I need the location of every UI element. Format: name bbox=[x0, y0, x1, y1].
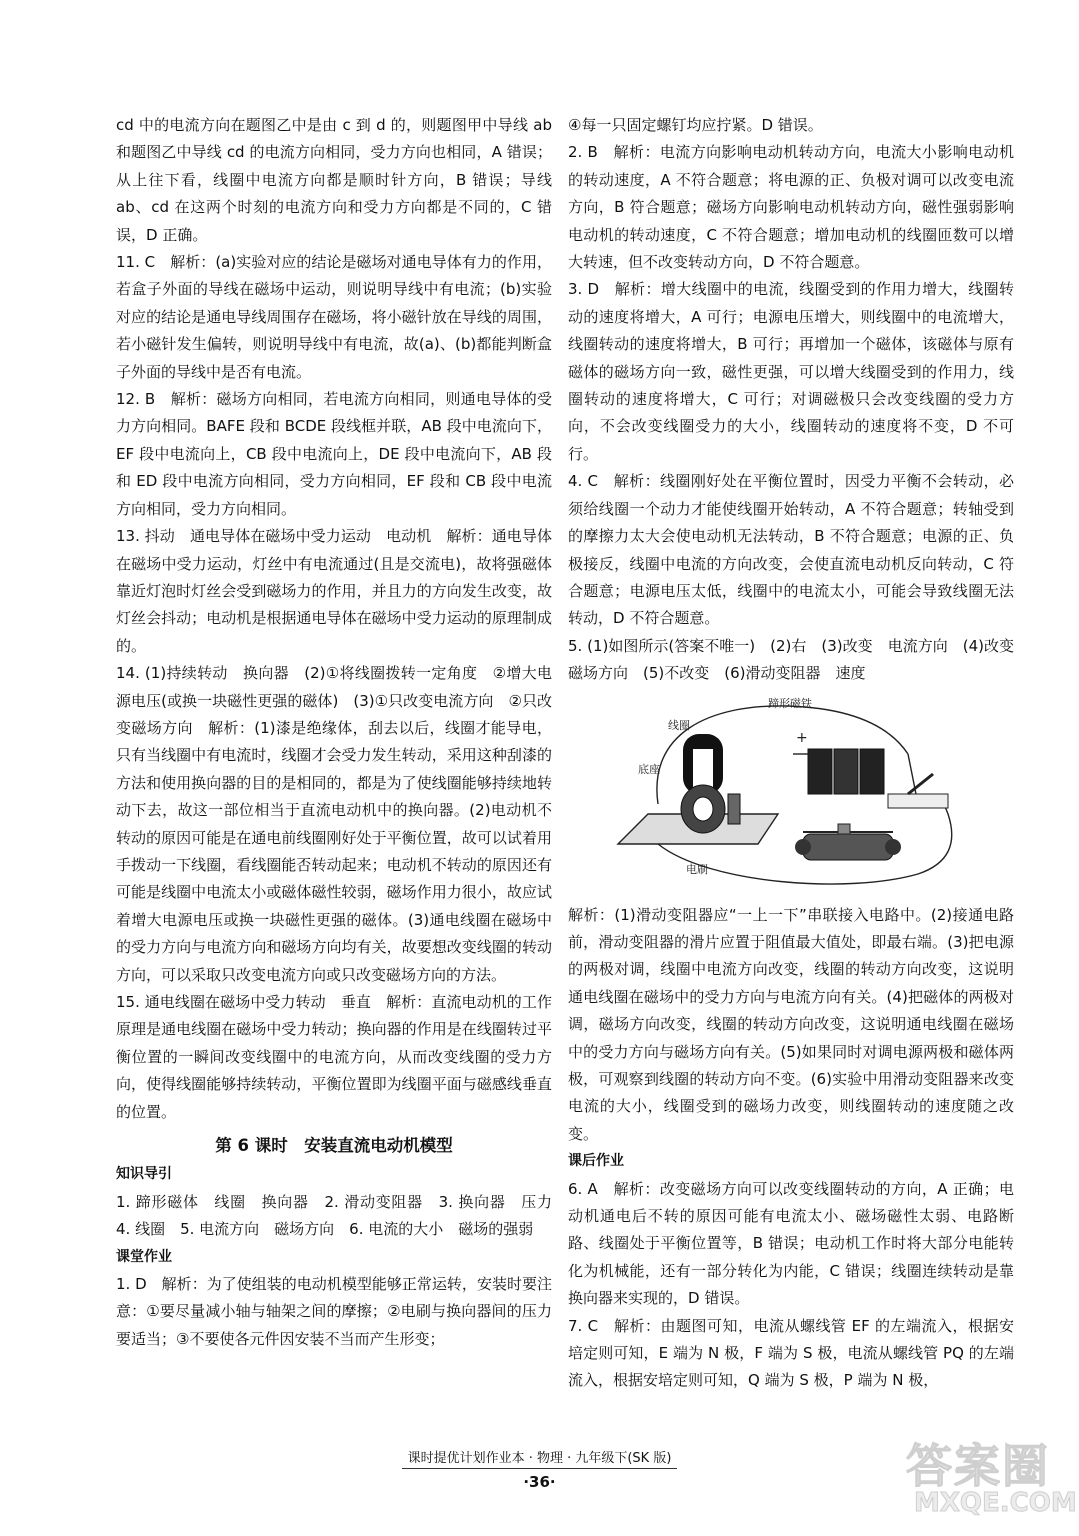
paragraph: 13. 抖动 通电导体在磁场中受力运动 电动机 解析：通电导体在磁场中受力运动，灯丝中有电流通过(且是交流电)，故将强磁体靠近灯泡时灯丝会受到磁场力的作用，并且力的方向发生改变，故灯丝会抖动；电动机是根据通电导体在磁场中受力运动的原理制成的。 bbox=[116, 527, 552, 655]
left-column bbox=[116, 112, 568, 1353]
classwork-heading: 课堂作业 bbox=[116, 1248, 172, 1265]
classwork-text: 1. D 解析：为了使组装的电动机模型能够正常运转，安装时要注意：①要尽量减小轴与轴架之间的摩擦；②电刷与换向器间的压力要适当；③不要使各元件因安装不当而产生形变； bbox=[116, 1275, 552, 1348]
paragraph: ④每一只固定螺钉均应拧紧。D 错误。 bbox=[568, 116, 823, 134]
paragraph: 14. (1)持续转动 换向器 (2)①将线圈拨转一定角度 ②增大电源电压(或换一块磁性更强的磁体) (3)①只改变电流方向 ②只改变磁场方向 解析：(1)漆是绝缘体，刮去以后，线圈才能导电，只有当线圈中有电流时，线圈才会受力发生转动，采用这种刮漆的方法和使用换向器的目的是相同的，都是为了使线圈能够持续地转动下去，故这一部位相当于直流电动机中的换向器。(2)电动机不转动的原因可能是在通电前线圈刚好处于平衡位置，故可以试着用手拨动一下线圈，看线圈能否转动起来；电动机不转动的原因还有可能是线圈中电流太小或磁体磁性较弱，磁场作用力很小，故应试着增大电源电压或换一块磁性更强的磁体。(3)通电线圈在磁场中的受力方向与电流方向和磁场方向均有关，故要想改变线圈的转动方向，可以采取只改变电流方向或只改变磁场方向的方法。 bbox=[116, 664, 552, 984]
paragraph: 7. C 解析：由题图可知，电流从螺线管 EF 的左端流入，根据安培定则可知，E 端为 N 极，F 端为 S 极，电流从螺线管 PQ 的左端流入，根据安培定则可知，Q 端为 S 极，P 端为 N 极， bbox=[568, 1316, 1014, 1390]
section-title: 第 6 课时 安装直流电动机模型 bbox=[215, 1136, 453, 1156]
motor-circuit-figure bbox=[568, 694, 1014, 894]
paragraph: 5. (1)如图所示(答案不唯一) (2)右 (3)改变 电流方向 (4)改变 磁场方向 (5)不改变 (6)滑动变阻器 速度 bbox=[568, 636, 1030, 683]
paragraph: 4. C 解析：线圈刚好处在平衡位置时，因受力平衡不会转动，必须给线圈一个动力才能使线圈开始转动，A 不符合题意；转轴受到的摩擦力太大会使电动机无法转动，B 不符合题意；电源的正、负极接反，线圈中电流的方向改变，会使直流电动机反向转动，C 符合题意；电源电压太低，线圈中的电流太小，可能会导致线圈无法转动，D 不符合题意。 bbox=[568, 472, 1014, 628]
figure-label-brush: 电刷 bbox=[686, 862, 708, 876]
paragraph: 12. B 解析：磁场方向相同，若电流方向相同，则通电导体的受力方向相同。BAFE 段和 BCDE 段线框并联，AB 段中电流向下，EF 段中电流向上，CB 段中电流向上，DE 段中电流向下，AB 段和 ED 段中电流方向相同，受力方向相同，EF 段和 CB 段中电流方向相同，受力方向相同。 bbox=[116, 390, 552, 518]
watermark-url: MXQE.COM bbox=[914, 1488, 1077, 1518]
footer-title: 课时提优计划作业本 · 物理 · 九年级下(SK 版) bbox=[402, 1450, 678, 1469]
paragraph: 15. 通电线圈在磁场中受力转动 垂直 解析：直流电动机的工作原理是通电线圈在磁场中受力转动；换向器的作用是在线圈转过平衡位置的一瞬间改变线圈中的电流方向，从而改变线圈的受力方向，使得线圈能够持续转动，平衡位置即为线圈平面与磁感线垂直的位置。 bbox=[116, 993, 552, 1121]
page-number: ·36· bbox=[523, 1473, 556, 1491]
watermark-logo bbox=[900, 1430, 1077, 1530]
watermark-text: 答案圈 bbox=[906, 1439, 1050, 1493]
figure-label-magnet: 蹄形磁铁 bbox=[768, 696, 812, 710]
paragraph: cd 中的电流方向在题图乙中是由 c 到 d 的，则题图甲中导线 ab 和题图乙中导线 cd 的电流方向相同，受力方向也相同，A 错误；从上往下看，线圈中电流方向都是顺时针方向，B 错误；导线 ab、cd 在这两个时刻的电流方向和受力方向都是不同的，C 错误，D 正确。 bbox=[116, 116, 552, 244]
paragraph: 2. B 解析：电流方向影响电动机转动方向，电流大小影响电动机的转动速度，A 不符合题意；将电源的正、负极对调可以改变电流方向，B 符合题意；磁场方向影响电动机转动方向，磁性强弱影响电动机的转动速度，C 不符合题意；增加电动机的线圈匝数可以增大转速，但不改变转动方向，D 不符合题意。 bbox=[568, 143, 1014, 272]
figure-label-coil: 线圈 bbox=[668, 718, 690, 732]
knowledge-heading: 知识导引 bbox=[116, 1166, 172, 1183]
right-column bbox=[568, 112, 1030, 1395]
knowledge-text: 1. 蹄形磁体 线圈 换向器 2. 滑动变阻器 3. 换向器 压力 4. 线圈 5. 电流方向 磁场方向 6. 电流的大小 磁场的强弱 bbox=[116, 1192, 568, 1239]
homework-heading: 课后作业 bbox=[568, 1153, 624, 1170]
paragraph: 解析：(1)滑动变阻器应“一上一下”串联接入电路中。(2)接通电路前，滑动变阻器的滑片应置于阻值最大值处，即最右端。(3)把电源的两极对调，线圈中电流方向改变，线圈的转动方向改变，这说明通电线圈在磁场中的受力方向与电流方向有关。(4)把磁体的两极对调，磁场方向改变，线圈的转动方向改变，这说明通电线圈在磁场中的受力方向与磁场方向有关。(5)如果同时对调电源两极和磁体两极，可观察到线圈的转动方向不变。(6)实验中用滑动变阻器来改变电流的大小，线圈受到的磁场力改变，则线圈转动的速度随之改变。 bbox=[568, 905, 1014, 1143]
paragraph: 6. A 解析：改变磁场方向可以改变线圈转动的方向，A 正确；电动机通电后不转的原因可能有电流太小、磁场磁性太弱、电路断路、线圈处于平衡位置等，B 错误；电动机工作时将大部分电能转化为机械能，还有一部分转化为内能，C 错误；线圈连续转动是靠换向器来实现的，D 错误。 bbox=[568, 1179, 1014, 1308]
motor-circuit-diagram bbox=[588, 694, 968, 894]
figure-label-plus: + bbox=[796, 729, 808, 746]
figure-label-base: 底座 bbox=[638, 762, 660, 776]
paragraph: 11. C 解析：(a)实验对应的结论是磁场对通电导体有力的作用，若盒子外面的导线在磁场中运动，则说明导线中有电流；(b)实验对应的结论是通电导线周围存在磁场，将小磁针放在导线的周围，若小磁针发生偏转，则说明导线中有电流，故(a)、(b)都能判断盒子外面的导线中是否有电流。 bbox=[116, 253, 552, 381]
paragraph: 3. D 解析：增大线圈中的电流，线圈受到的作用力增大，线圈转动的速度将增大，A 可行；电源电压增大，则线圈中的电流增大，线圈转动的速度将增大，B 可行；再增加一个磁体，该磁体与原有磁体的磁场方向一致，磁性更强，可以增大线圈受到的作用力，线圈转动的速度将增大，C 可行；对调磁极只会改变线圈的受力方向，不会改变线圈受力的大小，线圈转动的速度将不变，D 不可行。 bbox=[568, 280, 1014, 463]
